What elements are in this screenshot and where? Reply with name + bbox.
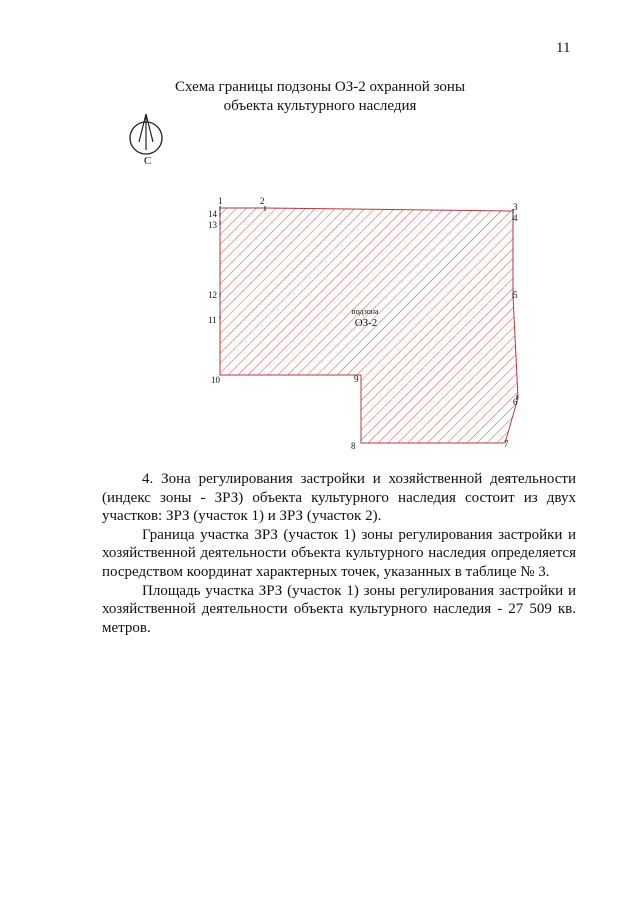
point-label-2: 2 [260,196,265,206]
point-label-12: 12 [208,290,217,300]
page-title [0,78,640,116]
body-text [102,470,576,637]
point-label-13: 13 [208,220,217,230]
point-label-8: 8 [351,441,356,451]
point-label-4: 4 [513,213,518,223]
zone-caption-small: подзона [351,307,379,316]
point-label-7: 7 [504,439,509,449]
title-line-1: Схема границы подзоны ОЗ-2 охранной зоны [174,79,466,95]
north-arrow-label: С [144,155,152,167]
point-label-6: 6 [513,397,518,407]
page-number: 11 [556,40,571,56]
north-arrow-icon [124,112,170,168]
point-label-5: 5 [513,290,518,300]
point-label-10: 10 [211,375,220,385]
title-line-2: объекта культурного наследия [223,98,417,114]
zone-caption: ОЗ-2 [354,317,378,329]
paragraph-2: Граница участка ЗРЗ (участок 1) зоны регулирования застройки и хозяйственной деятельности объекта культурного наследия определяется посредством координат характерных точек, указанных в таблице № 3. [102,526,576,580]
point-label-1: 1 [218,196,223,206]
point-label-9: 9 [354,374,359,384]
point-label-14: 14 [208,209,217,219]
point-label-11: 11 [208,315,217,325]
point-label-3: 3 [513,202,518,212]
zone-scheme [195,190,535,460]
paragraph-1: 4. Зона регулирования застройки и хозяйственной деятельности (индекс зоны - ЗРЗ) объекта культурного наследия состоит из двух участков: ЗРЗ (участок 1) и ЗРЗ (участок 2). [102,471,576,525]
paragraph-3: Площадь участка ЗРЗ (участок 1) зоны регулирования застройки и хозяйственной деятельности объекта культурного наследия - 27 509 кв. метров. [102,582,576,636]
